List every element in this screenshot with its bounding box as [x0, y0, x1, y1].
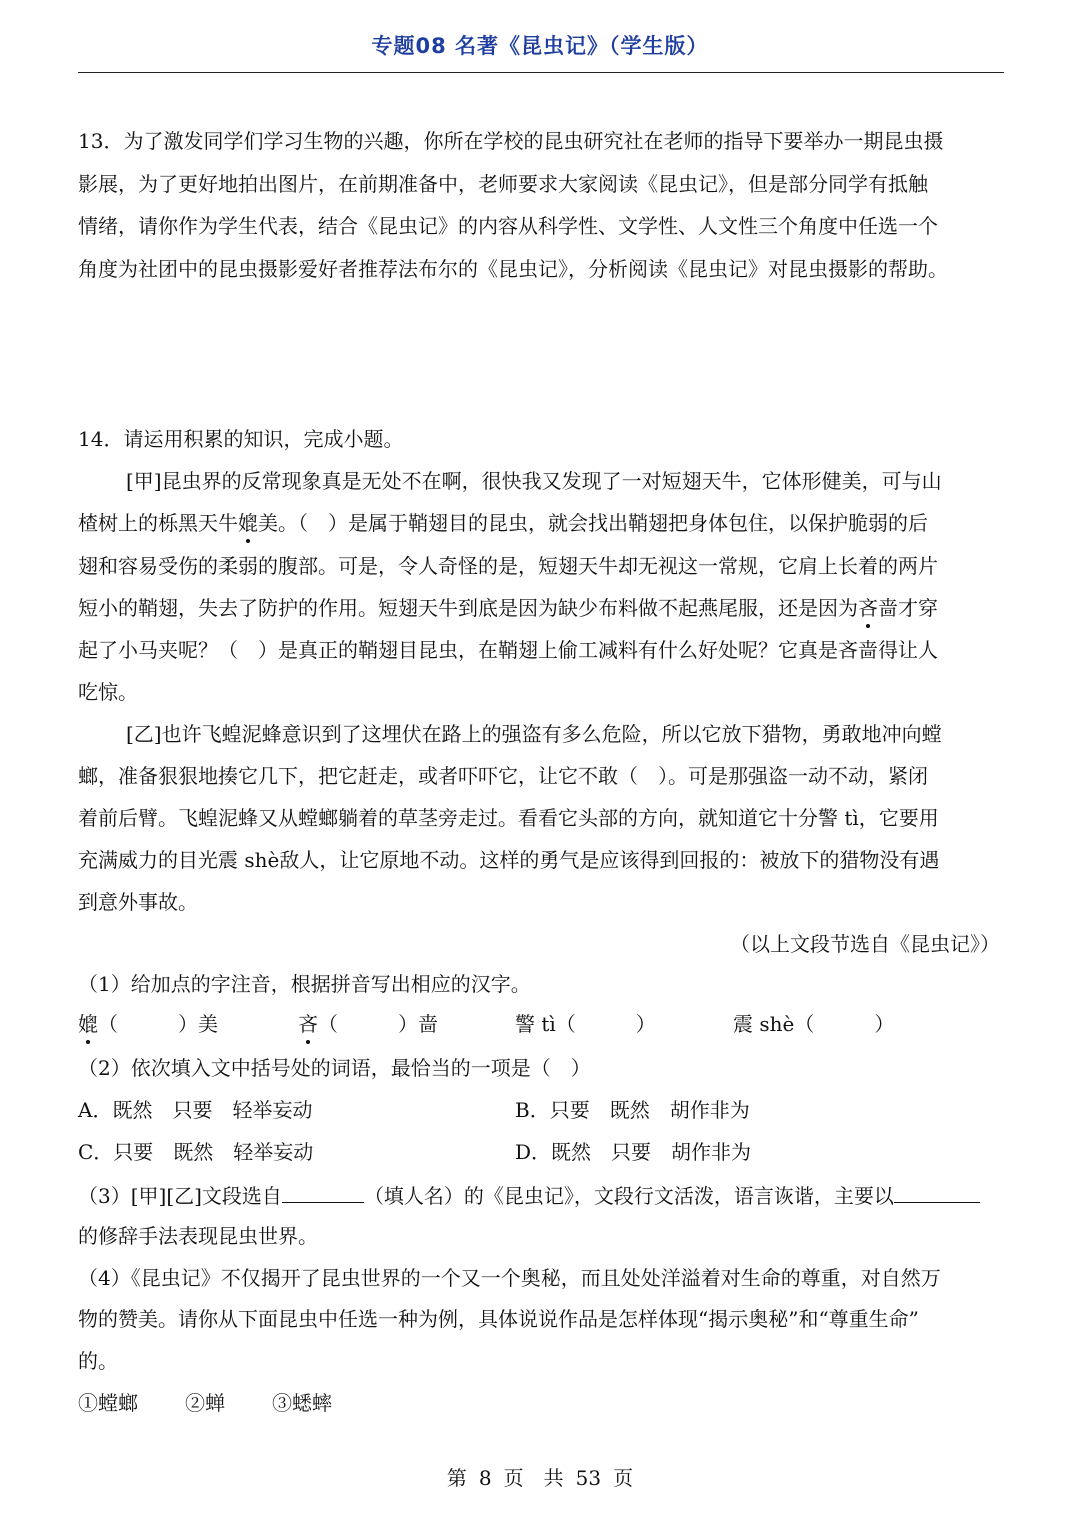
option-a: A．既然 只要 轻举妄动 — [78, 1098, 313, 1122]
text-span: （3）[甲][乙]文段选自 — [78, 1184, 282, 1208]
q13-line: 13．为了激发同学们学习生物的兴趣，你所在学校的昆虫研究社在老师的指导下要举办一期昆虫摄 — [78, 129, 944, 153]
passage-line: 吃惊。 — [78, 680, 138, 704]
text-span: （填人名）的《昆虫记》，文段行文活泼，语言诙谐，主要以 — [363, 1184, 894, 1208]
sub1-prompt: （1）给加点的字注音，根据拼音写出相应的汉字。 — [78, 972, 531, 996]
emphasized-char: 吝 — [298, 1012, 318, 1036]
q13-line: 影展，为了更好地拍出图片，在前期准备中，老师要求大家阅读《昆虫记》，但是部分同学有抵触 — [78, 172, 928, 196]
total-pages: 53 — [575, 1466, 602, 1490]
sub4-line: 物的赞美。请你从下面昆虫中任选一种为例，具体说说作品是怎样体现“揭示奥秘”和“尊重生命” — [78, 1307, 919, 1331]
passage-line: 充满威力的目光震 shè敌人，让它原地不动。这样的勇气是应该得到回报的：被放下的猎物没有遇 — [78, 848, 940, 872]
footer-text: 页 — [613, 1466, 634, 1490]
emphasized-char: 媲 — [238, 511, 258, 535]
sub1-item-1 — [78, 1010, 218, 1038]
page-header-title: 专题08 名著《昆虫记》（学生版） — [371, 34, 709, 58]
passage-line: 起了小马夹呢？（ ）是真正的鞘翅目昆虫，在鞘翅上偷工减料有什么好处呢？它真是吝啬得让人 — [78, 638, 938, 662]
footer-text: 第 — [446, 1466, 467, 1490]
text-span: 啬才穿 — [878, 596, 938, 620]
answer-blank: （ ）啬 — [318, 1012, 438, 1036]
sub3-line — [78, 1180, 980, 1210]
emphasized-char: 媲 — [78, 1012, 98, 1036]
passage-line: [甲]昆虫界的反常现象真是无处不在啊，很快我又发现了一对短翅天牛，它体形健美，可与山 — [126, 469, 942, 493]
option-b: B．只要 既然 胡作非为 — [515, 1098, 750, 1122]
passage-line: 到意外事故。 — [78, 890, 198, 914]
sub4-line: 的。 — [78, 1349, 118, 1373]
sub1-item-2 — [298, 1010, 438, 1038]
passage-line: 翅和容易受伤的柔弱的腹部。可是，令人奇怪的是，短翅天牛却无视这一常规，它肩上长着的两片 — [78, 554, 938, 578]
fill-blank — [282, 1180, 364, 1203]
passage-line: 螂，准备狠狠地揍它几下，把它赶走，或者吓吓它，让它不敢（ ）。可是那强盗一动不动，紧闭 — [78, 764, 928, 788]
emphasized-char: 吝 — [858, 596, 878, 620]
text-span: 楂树上的栎黑天牛 — [78, 511, 238, 535]
text-span: 美。（ ）是属于鞘翅目的昆虫，就会找出鞘翅把身体包住，以保护脆弱的后 — [258, 511, 928, 535]
option-d: D．既然 只要 胡作非为 — [515, 1140, 752, 1164]
passage-source: （以上文段节选自《昆虫记》） — [730, 932, 1000, 956]
sub3-line: 的修辞手法表现昆虫世界。 — [78, 1224, 318, 1248]
sub4-line: （4）《昆虫记》不仅揭开了昆虫世界的一个又一个奥秘，而且处处洋溢着对生命的尊重，对自然万 — [78, 1266, 941, 1290]
sub4-option-2: ②蝉 — [185, 1391, 225, 1415]
sub2-prompt: （2）依次填入文中括号处的词语，最恰当的一项是（ ） — [78, 1056, 591, 1080]
q13-line: 角度为社团中的昆虫摄影爱好者推荐法布尔的《昆虫记》，分析阅读《昆虫记》对昆虫摄影的帮助。 — [78, 257, 948, 281]
passage-line — [78, 594, 938, 622]
header-divider — [78, 72, 1004, 73]
passage-line: 着前后臂。飞蝗泥蜂又从螳螂躺着的草茎旁走过。看看它头部的方向，就知道它十分警 tì，它要用 — [78, 806, 939, 830]
passage-line: [乙]也许飞蝗泥蜂意识到了这埋伏在路上的强盗有多么危险，所以它放下猎物，勇敢地冲向螳 — [126, 722, 942, 746]
sub1-item-4: 震 shè（ ） — [733, 1012, 895, 1036]
fill-blank — [894, 1180, 980, 1203]
sub4-option-3: ③蟋蟀 — [272, 1391, 332, 1415]
footer-text: 页 共 — [503, 1466, 564, 1490]
answer-blank: （ ）美 — [98, 1012, 218, 1036]
sub4-option-1: ①螳螂 — [78, 1391, 138, 1415]
passage-line — [78, 509, 928, 537]
option-c: C．只要 既然 轻举妄动 — [78, 1140, 314, 1164]
text-span: 短小的鞘翅，失去了防护的作用。短翅天牛到底是因为缺少布料做不起燕尾服，还是因为 — [78, 596, 858, 620]
q13-line: 情绪，请你作为学生代表，结合《昆虫记》的内容从科学性、文学性、人文性三个角度中任选一个 — [78, 214, 938, 238]
page-number: 8 — [478, 1466, 492, 1490]
page-footer — [0, 1462, 1080, 1491]
q14-title: 14．请运用积累的知识，完成小题。 — [78, 427, 404, 451]
sub1-item-3: 警 tì（ ） — [515, 1012, 656, 1036]
